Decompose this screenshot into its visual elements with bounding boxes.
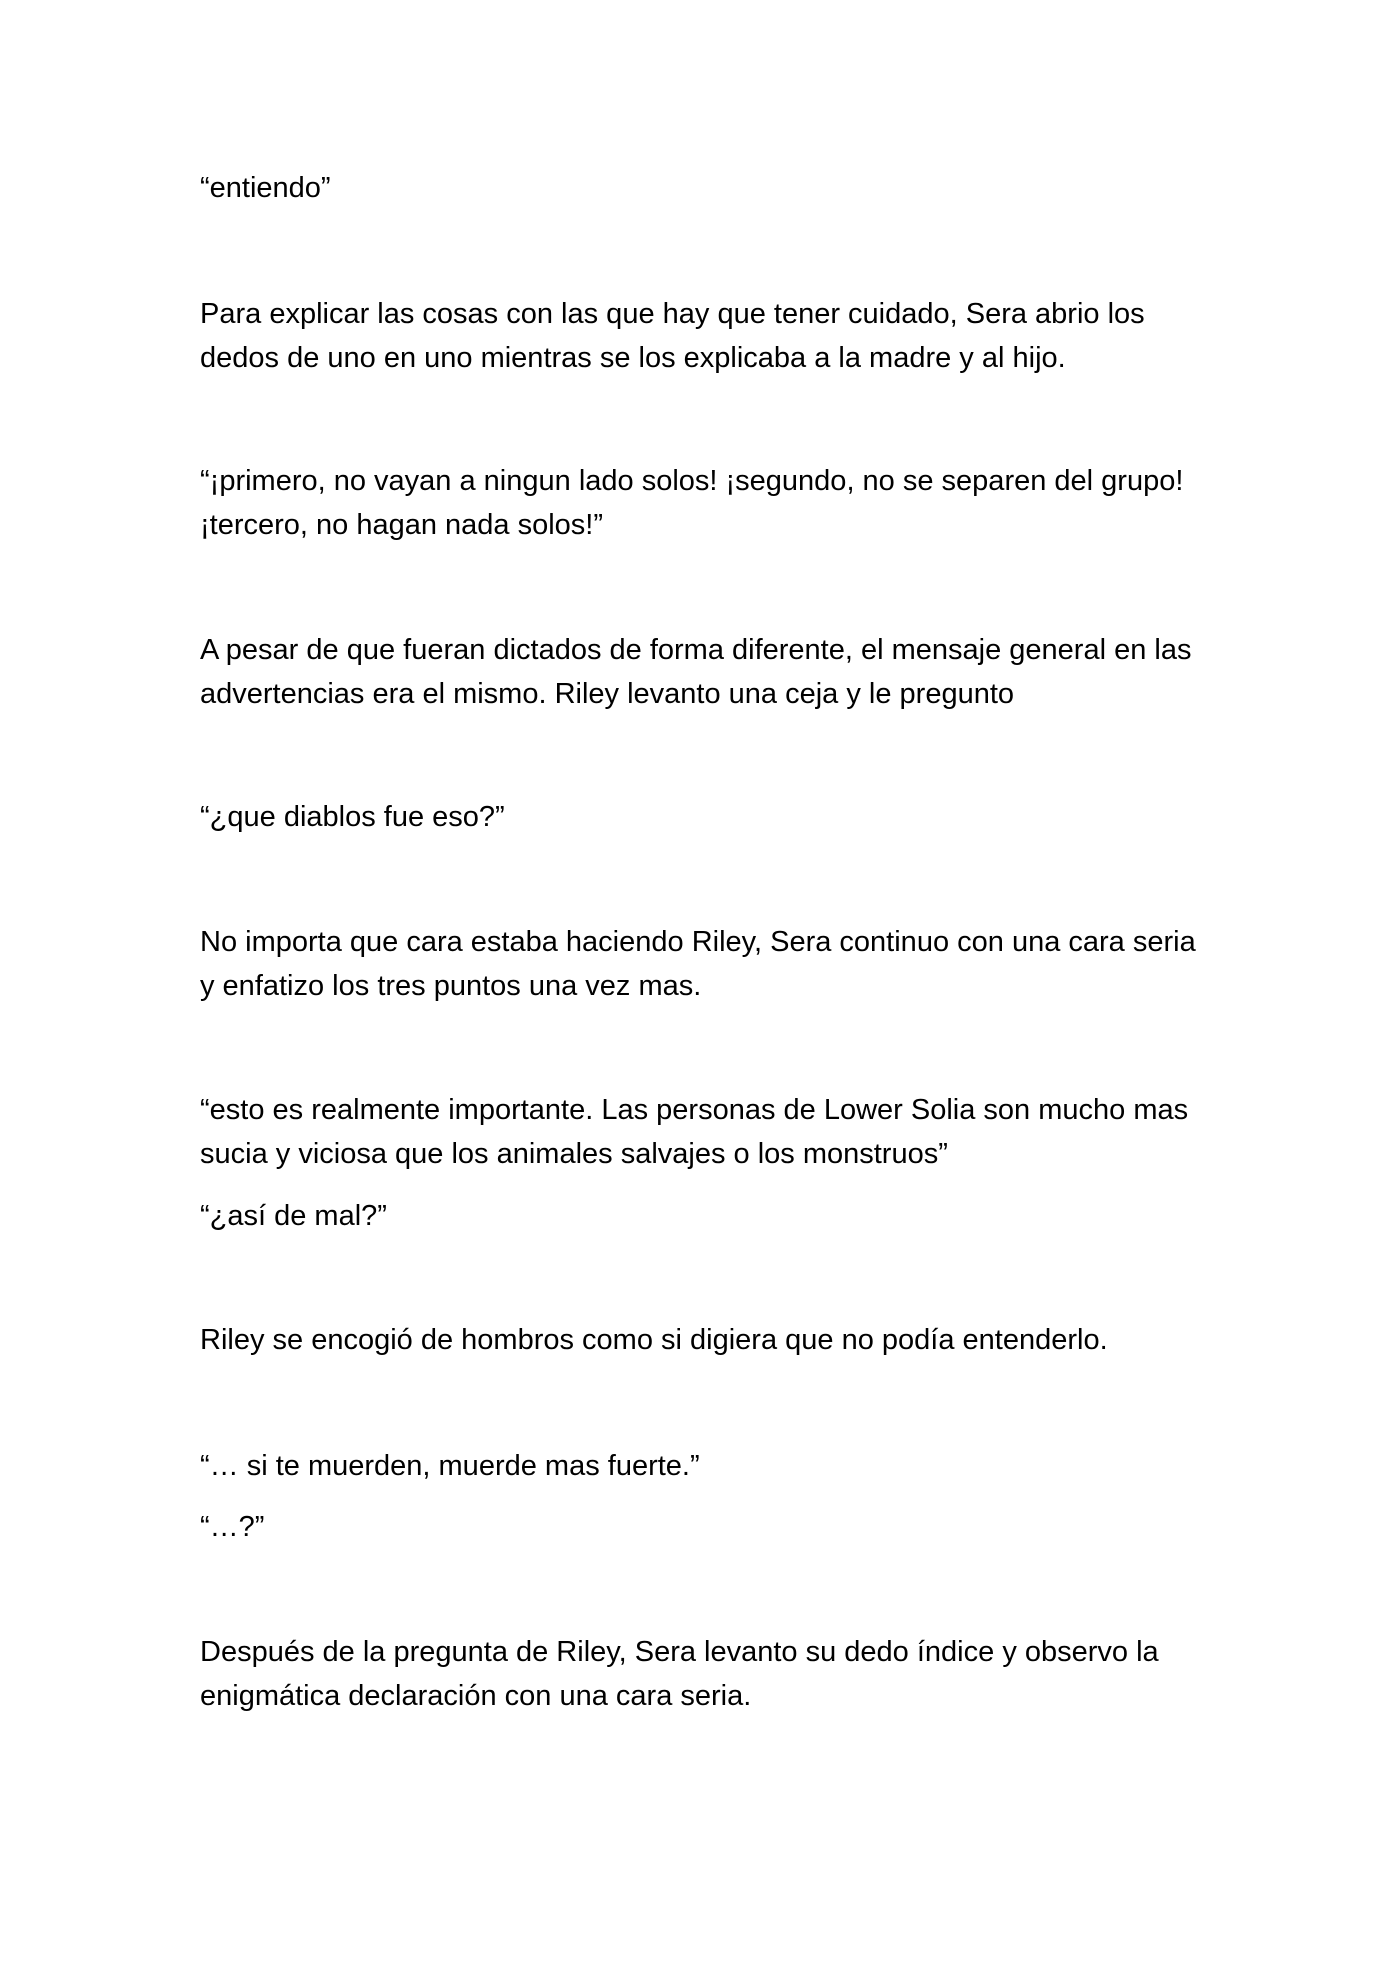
paragraph-1: “entiendo” <box>200 172 331 204</box>
paragraph-11: “…?” <box>200 1511 265 1543</box>
paragraph-9: Riley se encogió de hombros como si digiera que no podía entenderlo. <box>200 1324 1108 1356</box>
paragraph-12: Después de la pregunta de Riley, Sera levanto su dedo índice y observo la enigmática declaración con una cara seria. <box>200 1636 1159 1712</box>
paragraph-2: Para explicar las cosas con las que hay que tener cuidado, Sera abrio los dedos de uno en uno mientras se los explicaba a la madre y al hijo. <box>200 298 1145 374</box>
paragraph-5: “¿que diablos fue eso?” <box>200 801 505 833</box>
paragraph-10: “… si te muerden, muerde mas fuerte.” <box>200 1450 700 1482</box>
paragraph-7: “esto es realmente importante. Las personas de Lower Solia son mucho mas sucia y viciosa que los animales salvajes o los monstruos” <box>200 1094 1189 1170</box>
paragraph-8: “¿así de mal?” <box>200 1200 387 1232</box>
paragraph-4: A pesar de que fueran dictados de forma diferente, el mensaje general en las advertencias era el mismo. Riley levanto una ceja y le pregunto <box>200 634 1192 710</box>
paragraph-3: “¡primero, no vayan a ningun lado solos! ¡segundo, no se separen del grupo! ¡tercero, no hagan nada solos!” <box>200 465 1184 541</box>
paragraph-6: No importa que cara estaba haciendo Riley, Sera continuo con una cara seria y enfatizo los tres puntos una vez mas. <box>200 926 1196 1002</box>
